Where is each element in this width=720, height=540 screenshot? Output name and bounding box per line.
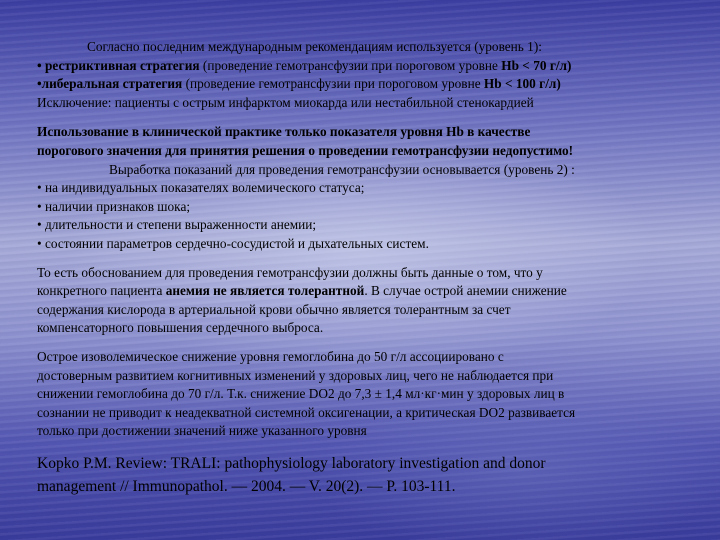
justification-text-end: . В случае острой анемии снижение (364, 283, 567, 299)
paragraph-line: только при достижении значений ниже указанного уровня (37, 423, 367, 439)
anemia-not-tolerant: анемия не является толерантной (165, 283, 365, 299)
justification-line-4: компенсаторного повышения сердечного выброса. (37, 320, 324, 336)
paragraph-line: достоверным развитием когнитивных изменений у здоровых лиц, чего не наблюдается при (37, 367, 554, 383)
paragraph-line: Острое изоволемическое снижение уровня гемоглобина до 50 г/л ассоциировано с (37, 348, 504, 364)
liberal-strategy-line (37, 75, 687, 94)
slide-content (37, 38, 687, 497)
paragraph-line: снижении гемоглобина до 70 г/л. Т.к. снижение DO2 до 7,3 ± 1,4 мл·кг·мин у здоровых лиц в (37, 386, 565, 402)
paragraph-line: сознании не приводит к неадекватной системной оксигенации, а критическая DO2 развивается (37, 404, 576, 420)
list-item: • наличии признаков шока; (37, 198, 191, 214)
justification-text: конкретного пациента (37, 283, 166, 299)
level2-intro: Выработка показаний для проведения гемотрансфузии основывается (уровень 2) : (109, 161, 575, 177)
reference-line-1: Kopko P.M. Review: TRALI: pathophysiology laboratory investigation and donor (37, 454, 546, 472)
reference-line-2: management // Immunopathol. — 2004. — V. 20(2). — P. 103-111. (37, 477, 456, 495)
warning-line-2: порогового значения для принятия решения о проведении гемотрансфузии недопустимо! (37, 142, 574, 158)
restrictive-strategy-line (37, 57, 687, 76)
justification-line-2 (37, 282, 687, 301)
restrictive-strategy-label: • рестриктивная стратегия (37, 57, 200, 73)
justification-line-3: содержания кислорода в артериальной крови обычно является толерантным за счет (37, 301, 511, 317)
liberal-threshold: Hb < 100 г/л) (483, 76, 561, 92)
list-item: • на индивидуальных показателях волемического статуса; (37, 180, 365, 196)
liberal-strategy-text: (проведение гемотрансфузии при пороговом уровне (182, 76, 484, 92)
justification-line-1: То есть обоснованием для проведения гемотрансфузии должны быть данные о том, что у (37, 264, 543, 280)
intro-text: Согласно последним международным рекомендациям используется (уровень 1): (87, 39, 542, 54)
list-item: • длительности и степени выраженности анемии; (37, 217, 317, 233)
restrictive-threshold: Hb < 70 г/л) (501, 57, 572, 73)
list-item: • состоянии параметров сердечно-сосудистой и дыхательных систем. (37, 235, 429, 251)
restrictive-strategy-text: (проведение гемотрансфузии при пороговом уровне (199, 57, 502, 73)
warning-line-1: Использование в клинической практике только показателя уровня Hb в качестве (37, 124, 531, 140)
exception-text: Исключение: пациенты с острым инфарктом миокарда или нестабильной стенокардией (37, 94, 534, 110)
liberal-strategy-label: •либеральная стратегия (37, 76, 183, 92)
